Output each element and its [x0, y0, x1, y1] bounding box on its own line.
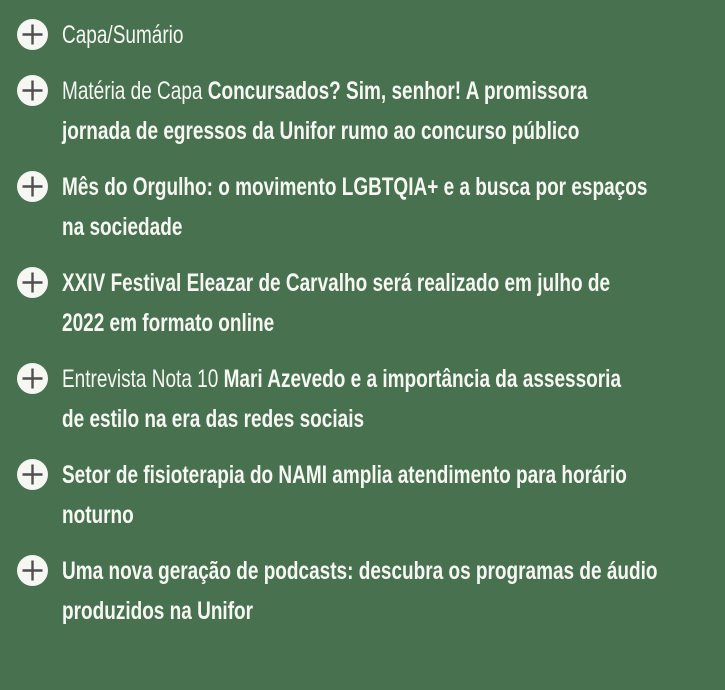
toc-item[interactable] [17, 15, 725, 55]
toc-item[interactable] [17, 263, 725, 343]
plus-circle-icon[interactable] [17, 459, 48, 490]
toc-item-text [62, 71, 587, 151]
text-segment: Capa/Sumário [62, 21, 184, 49]
toc-item-text [62, 263, 610, 343]
text-segment: Mês do Orgulho: o movimento LGBTQIA+ e a busca por espaços [62, 173, 648, 201]
text-segment: de estilo na era das redes sociais [62, 405, 365, 433]
text-segment: Mari Azevedo e a importância da assessoria [223, 365, 622, 393]
text-line [62, 263, 610, 303]
text-segment: Setor de fisioterapia do NAMI amplia atendimento para horário [62, 461, 627, 489]
text-segment: produzidos na Unifor [62, 597, 254, 625]
toc-item[interactable] [17, 551, 725, 631]
text-segment: Entrevista Nota 10 [62, 365, 224, 393]
text-segment: 2022 em formato online [62, 309, 275, 337]
plus-circle-icon[interactable] [17, 555, 48, 586]
text-line [62, 111, 587, 151]
toc-item-text [62, 167, 647, 247]
plus-circle-icon[interactable] [17, 19, 48, 50]
toc-item[interactable] [17, 359, 725, 439]
text-line [62, 359, 621, 399]
text-segment: Concursados? Sim, senhor! A promissora [207, 77, 588, 105]
text-segment: XXIV Festival Eleazar de Carvalho será realizado em julho de [62, 269, 611, 297]
toc-item[interactable] [17, 167, 725, 247]
toc-item-text [62, 359, 621, 439]
text-segment: na sociedade [62, 213, 183, 241]
text-segment: Uma nova geração de podcasts: descubra os programas de áudio [62, 557, 658, 585]
text-line [62, 495, 627, 535]
text-line [62, 591, 658, 631]
text-segment: Matéria de Capa [62, 77, 208, 105]
text-segment: jornada de egressos da Unifor rumo ao concurso público [62, 117, 580, 145]
text-line [62, 551, 658, 591]
toc-item-text [62, 551, 658, 631]
plus-circle-icon[interactable] [17, 75, 48, 106]
plus-circle-icon[interactable] [17, 267, 48, 298]
text-line [62, 455, 627, 495]
text-line [62, 207, 647, 247]
text-segment: noturno [62, 501, 134, 529]
text-line [62, 71, 587, 111]
text-line [62, 399, 621, 439]
toc-item-text [62, 455, 627, 535]
text-line [62, 15, 183, 55]
toc-item[interactable] [17, 71, 725, 151]
plus-circle-icon[interactable] [17, 171, 48, 202]
text-line [62, 167, 647, 207]
toc-item[interactable] [17, 455, 725, 535]
plus-circle-icon[interactable] [17, 363, 48, 394]
text-line [62, 303, 610, 343]
toc-item-text [62, 15, 183, 55]
